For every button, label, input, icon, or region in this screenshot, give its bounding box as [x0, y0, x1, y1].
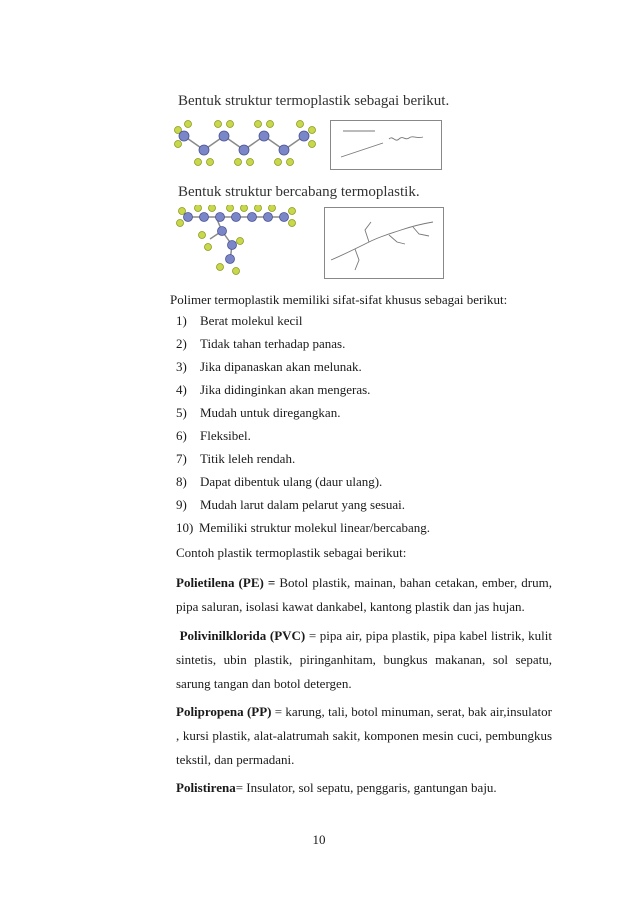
figure-caption-branched: Bentuk struktur bercabang termoplastik. [178, 184, 420, 200]
example-ps-name: Polistirena [176, 780, 236, 795]
list-item: 2) Tidak tahan terhadap panas. [176, 336, 346, 351]
example-pvc-text: = pipa air, pipa plastik, pipa kabel listrik, kulit sintetis, ubin plastik, piringanhitam, bungkus makanan, sol sepatu, sarung tangan dan botol detergen. [176, 628, 552, 691]
list-item: 3) Jika dipanaskan akan melunak. [176, 359, 362, 374]
list-item: 6) Fleksibel. [176, 428, 251, 443]
example-pvc-name: Polivinilklorida (PVC) [179, 628, 306, 643]
example-ps [176, 776, 552, 800]
example-pe [176, 571, 552, 619]
example-pe-name: Polietilena (PE) = [176, 575, 276, 590]
structure-figure [172, 88, 448, 278]
list-item: 4) Jika didinginkan akan mengeras. [176, 382, 371, 397]
properties-intro: Polimer termoplastik memiliki sifat-sifat khusus sebagai berikut: [170, 292, 508, 307]
branched-molecule-illustration [174, 205, 324, 277]
list-item: 9) Mudah larut dalam pelarut yang sesuai. [176, 497, 406, 512]
figure-caption-linear: Bentuk struktur termoplastik sebagai berikut. [178, 93, 450, 109]
properties-list [176, 313, 430, 543]
list-item: 5) Mudah untuk diregangkan. [176, 405, 341, 420]
list-item: 8) Dapat dibentuk ulang (daur ulang). [176, 474, 383, 489]
example-ps-text: = Insulator, sol sepatu, penggaris, gantungan baju. [235, 780, 497, 795]
branched-chain-sketch [324, 207, 444, 279]
list-item: 10) Memiliki struktur molekul linear/bercabang. [176, 520, 431, 535]
linear-molecule-illustration [174, 114, 324, 174]
examples-heading: Contoh plastik termoplastik sebagai berikut: [176, 545, 407, 560]
example-pp-text: = karung, tali, botol minuman, serat, bak air,insulator , kursi plastik, alat-alatrumah sakit, komponen mesin cuci, pembungkus tekstil, dan permadani. [176, 704, 552, 767]
list-item: 1) Berat molekul kecil [176, 313, 303, 328]
example-pp-name: Polipropena (PP) [176, 704, 272, 719]
example-pvc [176, 624, 552, 696]
example-pe-text: Botol plastik, mainan, bahan cetakan, ember, drum, pipa saluran, isolasi kawat dankabel, kantong plastik dan jas hujan. [176, 575, 552, 614]
list-item: 7) Titik leleh rendah. [176, 451, 296, 466]
linear-chain-sketch [330, 120, 442, 170]
page-number: 10 [312, 832, 326, 847]
example-pp [176, 700, 552, 772]
